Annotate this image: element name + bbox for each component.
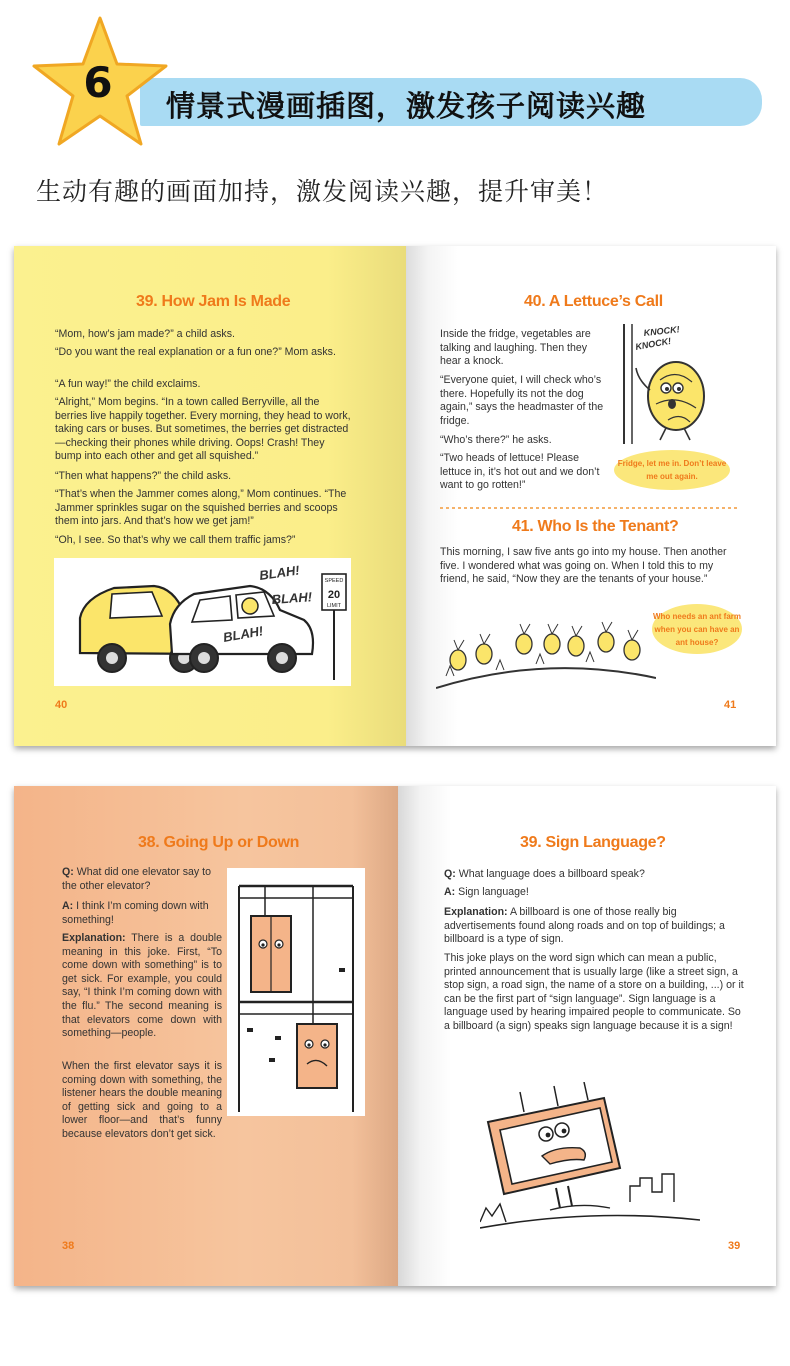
body-paragraph: “Then what happens?” the child asks. bbox=[55, 470, 232, 482]
sign-bottom-text: LIMIT bbox=[326, 603, 342, 609]
page-41 bbox=[406, 246, 776, 746]
page-heading: 39. Sign Language? bbox=[520, 834, 666, 851]
explanation-paragraph bbox=[62, 932, 222, 1041]
body-paragraph: “Do you want the real explanation or a fun one?” Mom asks. bbox=[55, 346, 336, 358]
ants-illustration bbox=[436, 614, 656, 692]
section-title: 情景式漫画插图，激发孩子阅读兴趣 bbox=[166, 89, 647, 123]
question-label: Q: bbox=[444, 868, 456, 880]
page-40 bbox=[14, 246, 406, 746]
sign-top-text: SPEED bbox=[324, 578, 344, 584]
billboard-illustration bbox=[480, 1082, 700, 1230]
body-paragraph: This morning, I saw five ants go into my house. Then another five. I wondered what was going on. When I told this to my friend, he said, “Now they are the tenants of your house.” bbox=[440, 546, 727, 586]
explanation-paragraph bbox=[444, 906, 744, 947]
sign-number-text: 20 bbox=[327, 589, 341, 601]
page-number: 40 bbox=[55, 699, 68, 711]
sound-effect-text: BLAH! bbox=[258, 562, 301, 583]
question-label: Q: bbox=[62, 866, 74, 878]
question-paragraph bbox=[62, 866, 222, 893]
page-39 bbox=[398, 786, 776, 1286]
knock-text: KNOCK! bbox=[643, 324, 681, 338]
body-paragraph: “Oh, I see. So that’s why we call them traffic jams?” bbox=[55, 534, 296, 546]
divider bbox=[440, 506, 740, 510]
elevator-illustration bbox=[227, 868, 365, 1116]
speech-bubble: Who needs an ant farm when you can have an ant house? bbox=[652, 604, 742, 654]
sound-effect-text: BLAH! bbox=[221, 623, 265, 645]
explanation-label: Explanation: bbox=[62, 932, 126, 944]
explanation-label: Explanation: bbox=[444, 906, 508, 918]
speech-bubble: Fridge, let me in. Don’t leave me out again. bbox=[614, 450, 730, 490]
answer-label: A: bbox=[444, 886, 456, 898]
answer-text: I think I’m coming down with something! bbox=[62, 900, 209, 926]
page-heading: 40. A Lettuce’s Call bbox=[524, 293, 663, 310]
lettuce-illustration bbox=[620, 324, 740, 444]
body-paragraph: “A fun way!” the child exclaims. bbox=[55, 378, 201, 390]
question-text: What language does a billboard speak? bbox=[458, 868, 645, 880]
page-heading: 38. Going Up or Down bbox=[138, 834, 300, 851]
body-paragraph: When the first elevator says it is coming down with something, the listener hears the double meaning of getting sick and going to a lower floor—and that’s funny because elevators don’t get sick. bbox=[62, 1060, 222, 1140]
page-38 bbox=[14, 786, 398, 1286]
page-heading: 41. Who Is the Tenant? bbox=[512, 518, 679, 535]
body-paragraph: “Everyone quiet, I will check who’s there. Hopefully its not the dog again,” says the headmaster of the fridge. bbox=[440, 374, 604, 427]
section-number: 6 bbox=[83, 58, 113, 107]
knock-text: KNOCK! bbox=[634, 335, 672, 352]
body-paragraph: This joke plays on the word sign which can mean a public, printed announcement that is usually large (like a street sign, a stop sign, a road sign, the name of a store on a building, ...) or it can be the first part of “sign language”. Sign language is a language used by hearing impaired people to communicate. So a billboard (a sign) speaks sign language because it is a sign! bbox=[444, 952, 744, 1032]
body-paragraph: Inside the fridge, vegetables are talking and laughing. Then they hear a knock. bbox=[440, 328, 591, 368]
body-paragraph: “That’s when the Jammer comes along,” Mom continues. “The Jammer sprinkles sugar on the squished berries and scoops them into jars. And that’s how we get jam!” bbox=[55, 488, 347, 528]
body-paragraph: “Alright,” Mom begins. “In a town called Berryville, all the berries live happily together. Every morning, they head to work, taking cars or buses. But sometimes, the berries get distracted—checking their phones while driving. Oops! Crash! They bump into each other and get all squished.” bbox=[55, 396, 351, 463]
sound-effect-text: BLAH! bbox=[271, 589, 313, 607]
page-heading: 39. How Jam Is Made bbox=[136, 293, 291, 310]
question-paragraph bbox=[444, 868, 744, 882]
section-subtitle: 生动有趣的画面加持，激发阅读兴趣，提升审美！ bbox=[36, 177, 609, 206]
answer-paragraph bbox=[62, 900, 222, 927]
page-number: 38 bbox=[62, 1240, 75, 1252]
answer-text: Sign language! bbox=[458, 886, 529, 898]
page-number: 41 bbox=[724, 699, 737, 711]
page-number: 39 bbox=[728, 1240, 741, 1252]
traffic-jam-illustration bbox=[54, 558, 351, 686]
body-paragraph: “Who’s there?” he asks. bbox=[440, 434, 552, 446]
answer-label: A: bbox=[62, 900, 74, 912]
question-text: What did one elevator say to the other elevator? bbox=[62, 866, 211, 892]
book-spread-1 bbox=[14, 246, 776, 746]
body-paragraph: “Mom, how’s jam made?” a child asks. bbox=[55, 328, 235, 340]
book-spread-2 bbox=[14, 786, 776, 1286]
explanation-text: There is a double meaning in this joke. First, “To come down with something” is to get sick. For example, you could say, “I think I’m coming down with the flu.” The second meaning is that elevators come down with something—people. bbox=[62, 932, 222, 1040]
explanation-text: A billboard is one of those really big advertisements found along roads and on top of buildings; a billboard is a type of sign. bbox=[444, 906, 725, 946]
answer-paragraph bbox=[444, 886, 744, 900]
body-paragraph: “Two heads of lettuce! Please lettuce in, it’s hot out and we don’t want to go rotten!” bbox=[440, 452, 600, 492]
